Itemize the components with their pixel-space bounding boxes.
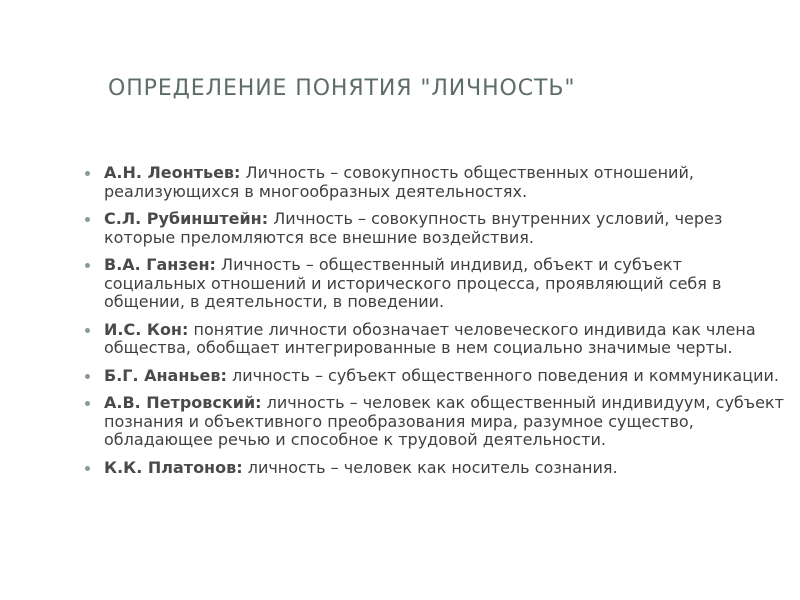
definition-text: Личность – совокупность общественных отношений, реализующихся в многообразных деятельностях. [104,163,694,201]
definition-item-ananiev [84,367,784,386]
definition-text: личность – человек как носитель сознания. [242,457,618,477]
bullet-dot-icon [85,401,90,406]
bullet-dot-icon [85,217,90,222]
definition-author: С.Л. Рубинштейн: [104,209,269,228]
definition-text: личность – субъект общественного поведения и коммуникации. [226,365,779,385]
definition-author: И.С. Кон: [104,319,189,339]
definition-author: А.В. Петровский: [104,393,262,412]
definition-item-ganzen [84,256,784,312]
definition-item-leontiev [84,164,784,201]
definition-item-kon [84,321,784,358]
bullet-dot-icon [85,374,90,379]
bullet-dot-icon [85,263,90,268]
definition-author: Б.Г. Ананьев: [104,365,227,385]
definition-text: личность – человек как общественный индивидуум, субъект познания и объективного преобразования мира, разумное существо, обладающее речью и способное к трудовой деятельности. [104,393,784,449]
definition-item-rubinstein [84,210,784,247]
definition-text: Личность – общественный индивид, объект и субъект социальных отношений и исторического процесса, проявляющий себя в общении, в деятельности, в поведении. [104,255,722,311]
definition-author: А.Н. Леонтьев: [104,163,241,182]
definition-text: понятие личности обозначает человеческого индивида как члена общества, обобщает интегрированные в нем социально значимые черты. [104,319,756,357]
definition-item-petrovsky [84,394,784,450]
definition-author: В.А. Ганзен: [104,255,216,274]
definition-text: Личность – совокупность внутренних условий, через которые преломляются все внешние воздействия. [104,209,723,247]
bullet-dot-icon [85,328,90,333]
definition-author: К.К. Платонов: [104,457,243,477]
definition-list [84,164,784,486]
bullet-dot-icon [85,171,90,176]
definition-item-platonov [84,459,784,478]
slide-title: ОПРЕДЕЛЕНИЕ ПОНЯТИЯ "ЛИЧНОСТЬ" [108,76,576,101]
bullet-dot-icon [85,466,90,471]
